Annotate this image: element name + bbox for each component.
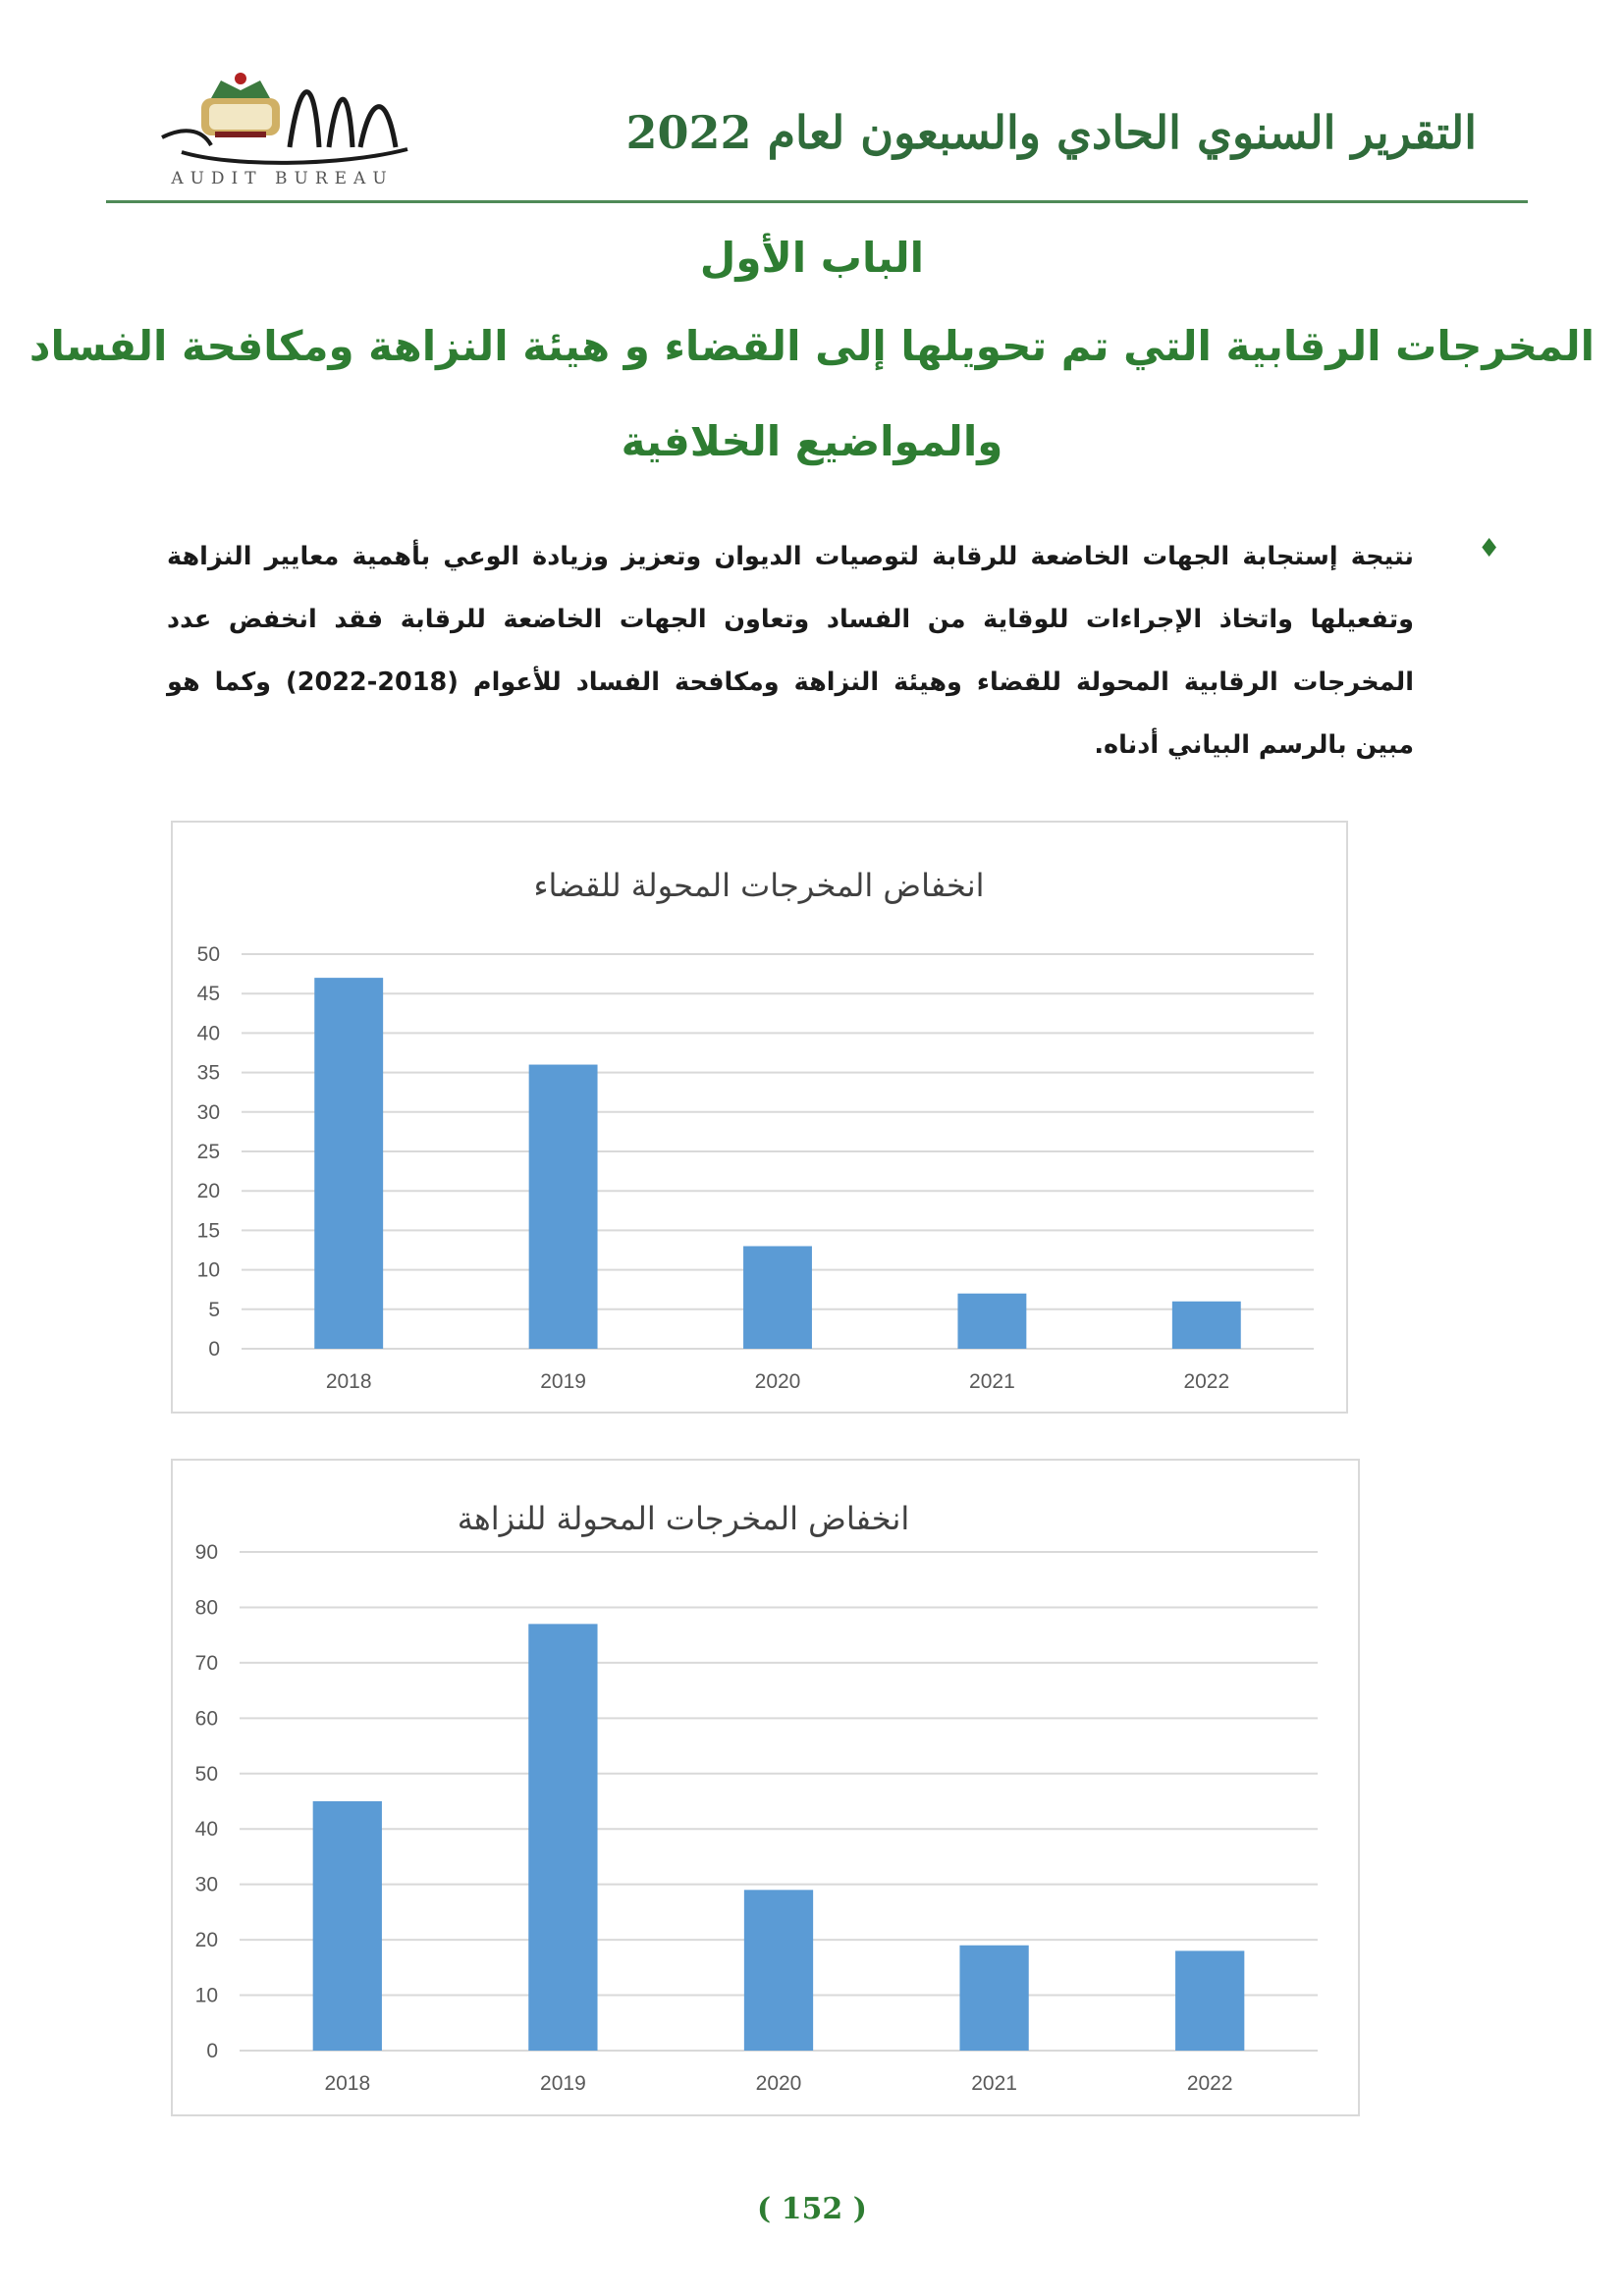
y-tick-label: 0 (208, 1338, 220, 1361)
bar-2022 (1175, 1950, 1244, 2051)
y-tick-label: 20 (194, 1929, 218, 1952)
body-paragraph: نتيجة إستجابة الجهات الخاضعة للرقابة لتوصيات الديوان وتعزيز وزيادة الوعي بأهمية معايير النزاهة وتفعيلها واتخاذ الإجراءات للوقاية من الفساد وتعاون الجهات الخاضعة للرقابة فقد انخفض عدد المخرجات الرقابية المحولة للقضاء وهيئة النزاهة ومكافحة الفساد للأعوام (2018-2022) وكما هو مبين بالرسم البياني أدناه. (167, 542, 1414, 760)
logo-subtitle: AUDIT BUREAU (171, 169, 394, 188)
chart-integrity-referrals (171, 1459, 1360, 2116)
bar-2018 (313, 1801, 382, 2051)
y-tick-label: 70 (194, 1651, 218, 1675)
section-heading-line-1: المخرجات الرقابية التي تم تحويلها إلى القضاء و هيئة النزاهة ومكافحة الفساد (28, 322, 1596, 370)
logo-emblem-icon (142, 59, 422, 167)
x-tick-label: 2022 (1183, 1370, 1230, 1393)
y-tick-label: 90 (194, 1541, 218, 1564)
report-title: التقرير السنوي الحادي والسبعون لعام 2022 (625, 106, 1477, 159)
bar-2020 (743, 1246, 812, 1349)
chapter-heading: الباب الأول (699, 234, 925, 282)
section-heading-line-2: والمواضيع الخلافية (621, 417, 1003, 465)
x-tick-label: 2019 (540, 1370, 586, 1393)
y-tick-label: 40 (194, 1818, 218, 1842)
chart-title: انخفاض المخرجات المحولة للنزاهة (457, 1500, 910, 1537)
y-tick-label: 50 (196, 943, 220, 966)
y-tick-label: 0 (206, 2040, 218, 2062)
x-tick-label: 2018 (324, 2072, 371, 2095)
page-number: ( 152 ) (757, 2192, 867, 2226)
y-tick-label: 10 (196, 1258, 220, 1282)
bar-2021 (959, 1946, 1028, 2051)
x-tick-label: 2018 (325, 1370, 372, 1393)
y-tick-label: 5 (208, 1298, 220, 1321)
x-tick-label: 2021 (969, 1370, 1015, 1393)
y-tick-label: 35 (196, 1061, 220, 1085)
bar-2019 (528, 1624, 597, 2051)
y-tick-label: 25 (196, 1141, 220, 1163)
x-tick-label: 2019 (540, 2072, 586, 2095)
page-header (0, 0, 1624, 211)
x-tick-label: 2020 (755, 2072, 802, 2095)
y-tick-label: 30 (196, 1100, 220, 1124)
y-tick-label: 80 (194, 1596, 218, 1620)
diamond-bullet-icon: ♦ (1478, 534, 1501, 563)
x-tick-label: 2021 (971, 2072, 1017, 2095)
y-tick-label: 30 (194, 1873, 218, 1896)
header-divider (106, 200, 1528, 203)
y-tick-label: 10 (194, 1984, 218, 2007)
x-tick-label: 2020 (754, 1370, 801, 1393)
y-tick-label: 50 (194, 1762, 218, 1786)
y-tick-label: 40 (196, 1022, 220, 1045)
chart-judiciary-referrals (171, 821, 1348, 1414)
bar-2019 (529, 1065, 598, 1349)
bar-2021 (957, 1294, 1026, 1349)
chart-title: انخفاض المخرجات المحولة للقضاء (533, 867, 985, 904)
y-tick-label: 45 (196, 983, 220, 1006)
chart-judiciary-svg (173, 823, 1346, 1412)
y-tick-label: 20 (196, 1180, 220, 1203)
audit-bureau-logo (142, 59, 422, 191)
x-tick-label: 2022 (1186, 2072, 1233, 2095)
bar-2022 (1172, 1302, 1241, 1349)
y-tick-label: 15 (196, 1219, 220, 1243)
chart-integrity-svg (173, 1461, 1358, 2114)
y-tick-label: 60 (194, 1707, 218, 1731)
bar-2018 (314, 978, 383, 1349)
bar-2020 (744, 1890, 813, 2051)
